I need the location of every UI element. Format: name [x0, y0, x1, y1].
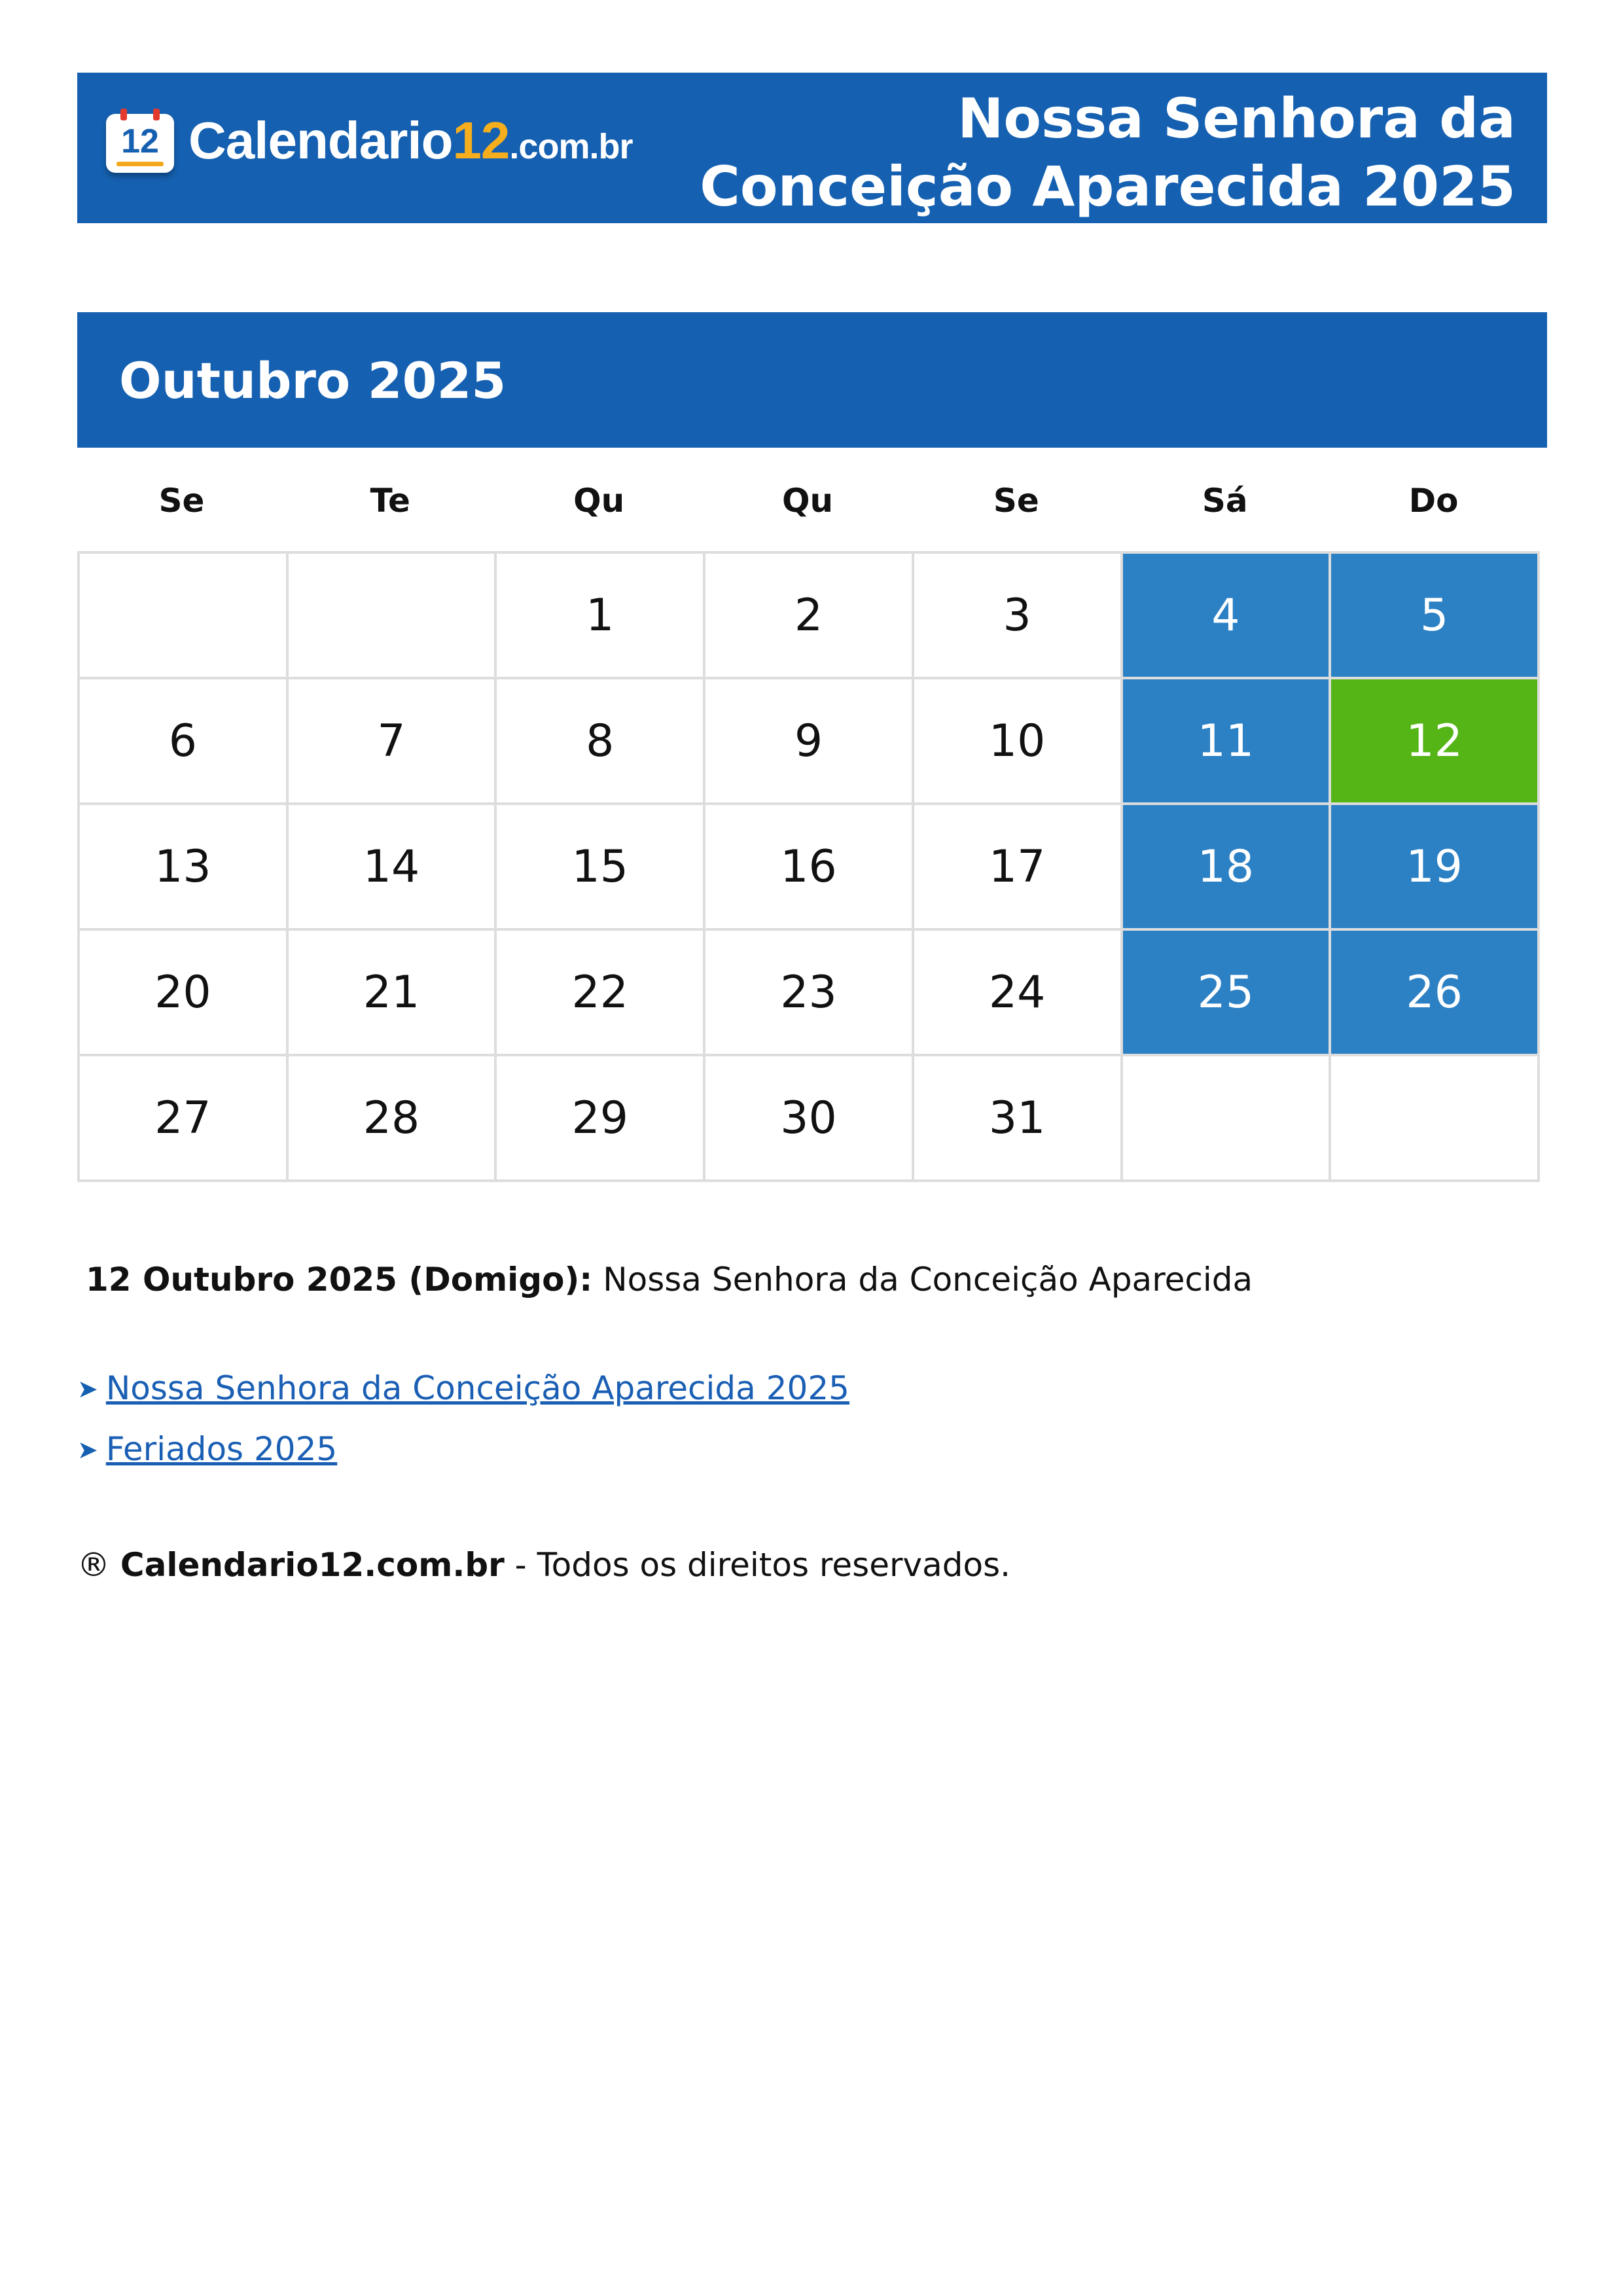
day-cell: 6 — [79, 678, 287, 804]
weekend-day-cell: 19 — [1330, 804, 1539, 929]
arrow-right-icon: ➤ — [77, 1435, 98, 1464]
calendar-week — [79, 552, 1539, 678]
day-cell: 10 — [913, 678, 1122, 804]
weekday-fri: Se — [993, 482, 1039, 520]
logo-number: 12 — [452, 111, 510, 170]
logo-name: Calendario — [188, 111, 453, 170]
site-logo[interactable] — [106, 109, 632, 177]
holiday-date: 12 Outubro 2025 (Domigo): — [86, 1261, 593, 1299]
day-cell: 7 — [287, 678, 496, 804]
weekend-day-cell: 4 — [1122, 552, 1330, 678]
weekend-day-cell: 25 — [1122, 929, 1330, 1055]
logo-wordmark — [188, 111, 632, 176]
weekend-day-cell: 11 — [1122, 678, 1330, 804]
weekend-day-cell: 5 — [1330, 552, 1539, 678]
calendar-week — [79, 804, 1539, 929]
day-cell: 9 — [704, 678, 913, 804]
day-cell: 17 — [913, 804, 1122, 929]
day-cell: 8 — [495, 678, 704, 804]
day-cell: 22 — [495, 929, 704, 1055]
day-cell: 27 — [79, 1055, 287, 1181]
day-cell: 1 — [495, 552, 704, 678]
day-cell: 28 — [287, 1055, 496, 1181]
weekday-mon: Se — [158, 482, 205, 520]
footer-text: - Todos os direitos reservados. — [504, 1546, 1011, 1584]
footer-copyright — [77, 1542, 1010, 1588]
logo-tld: .com.br — [509, 126, 633, 166]
day-cell — [287, 552, 496, 678]
page-title — [691, 84, 1516, 221]
weekday-tue: Te — [370, 482, 410, 520]
arrow-right-icon: ➤ — [77, 1374, 98, 1403]
holidays-2025-link[interactable]: Feriados 2025 — [105, 1430, 338, 1468]
weekday-header — [77, 475, 1538, 527]
day-cell — [79, 552, 287, 678]
calendar-grid — [77, 551, 1540, 1182]
logo-badge-number: 12 — [121, 122, 159, 160]
day-cell: 16 — [704, 804, 913, 929]
calendar-week — [79, 929, 1539, 1055]
related-links — [77, 1358, 849, 1480]
day-cell: 21 — [287, 929, 496, 1055]
registered-icon: ® — [77, 1546, 110, 1584]
day-cell: 20 — [79, 929, 287, 1055]
weekday-sun: Do — [1408, 482, 1459, 520]
day-cell — [1330, 1055, 1539, 1181]
calendar-underline — [116, 162, 164, 166]
holiday-2025-link[interactable]: Nossa Senhora da Conceição Aparecida 2025 — [105, 1369, 849, 1407]
day-cell: 14 — [287, 804, 496, 929]
page-title-line-1: Nossa Senhora da — [957, 86, 1516, 151]
day-cell: 30 — [704, 1055, 913, 1181]
header-banner — [77, 73, 1547, 223]
holiday-note — [86, 1257, 1253, 1302]
day-cell: 15 — [495, 804, 704, 929]
month-title: Outubro 2025 — [119, 351, 507, 410]
footer-brand: Calendario12.com.br — [120, 1546, 505, 1584]
link-item — [77, 1419, 849, 1480]
link-item — [77, 1358, 849, 1419]
page-title-line-2: Conceição Aparecida 2025 — [700, 154, 1516, 219]
day-cell: 29 — [495, 1055, 704, 1181]
day-cell: 13 — [79, 804, 287, 929]
weekday-thu: Qu — [781, 482, 834, 520]
day-cell: 23 — [704, 929, 913, 1055]
day-cell: 3 — [913, 552, 1122, 678]
day-cell: 2 — [704, 552, 913, 678]
holiday-day-cell: 12 — [1330, 678, 1539, 804]
weekend-day-cell: 26 — [1330, 929, 1539, 1055]
calendar-icon — [106, 114, 174, 173]
calendar-ring-icon — [153, 109, 160, 120]
weekday-sat: Sá — [1202, 482, 1248, 520]
holiday-name: Nossa Senhora da Conceição Aparecida — [603, 1261, 1253, 1299]
weekday-wed: Qu — [573, 482, 625, 520]
calendar-week — [79, 1055, 1539, 1181]
day-cell: 31 — [913, 1055, 1122, 1181]
calendar-week — [79, 678, 1539, 804]
weekend-day-cell: 18 — [1122, 804, 1330, 929]
calendar-ring-icon — [120, 109, 127, 120]
month-header — [77, 312, 1547, 448]
day-cell: 24 — [913, 929, 1122, 1055]
day-cell — [1122, 1055, 1330, 1181]
